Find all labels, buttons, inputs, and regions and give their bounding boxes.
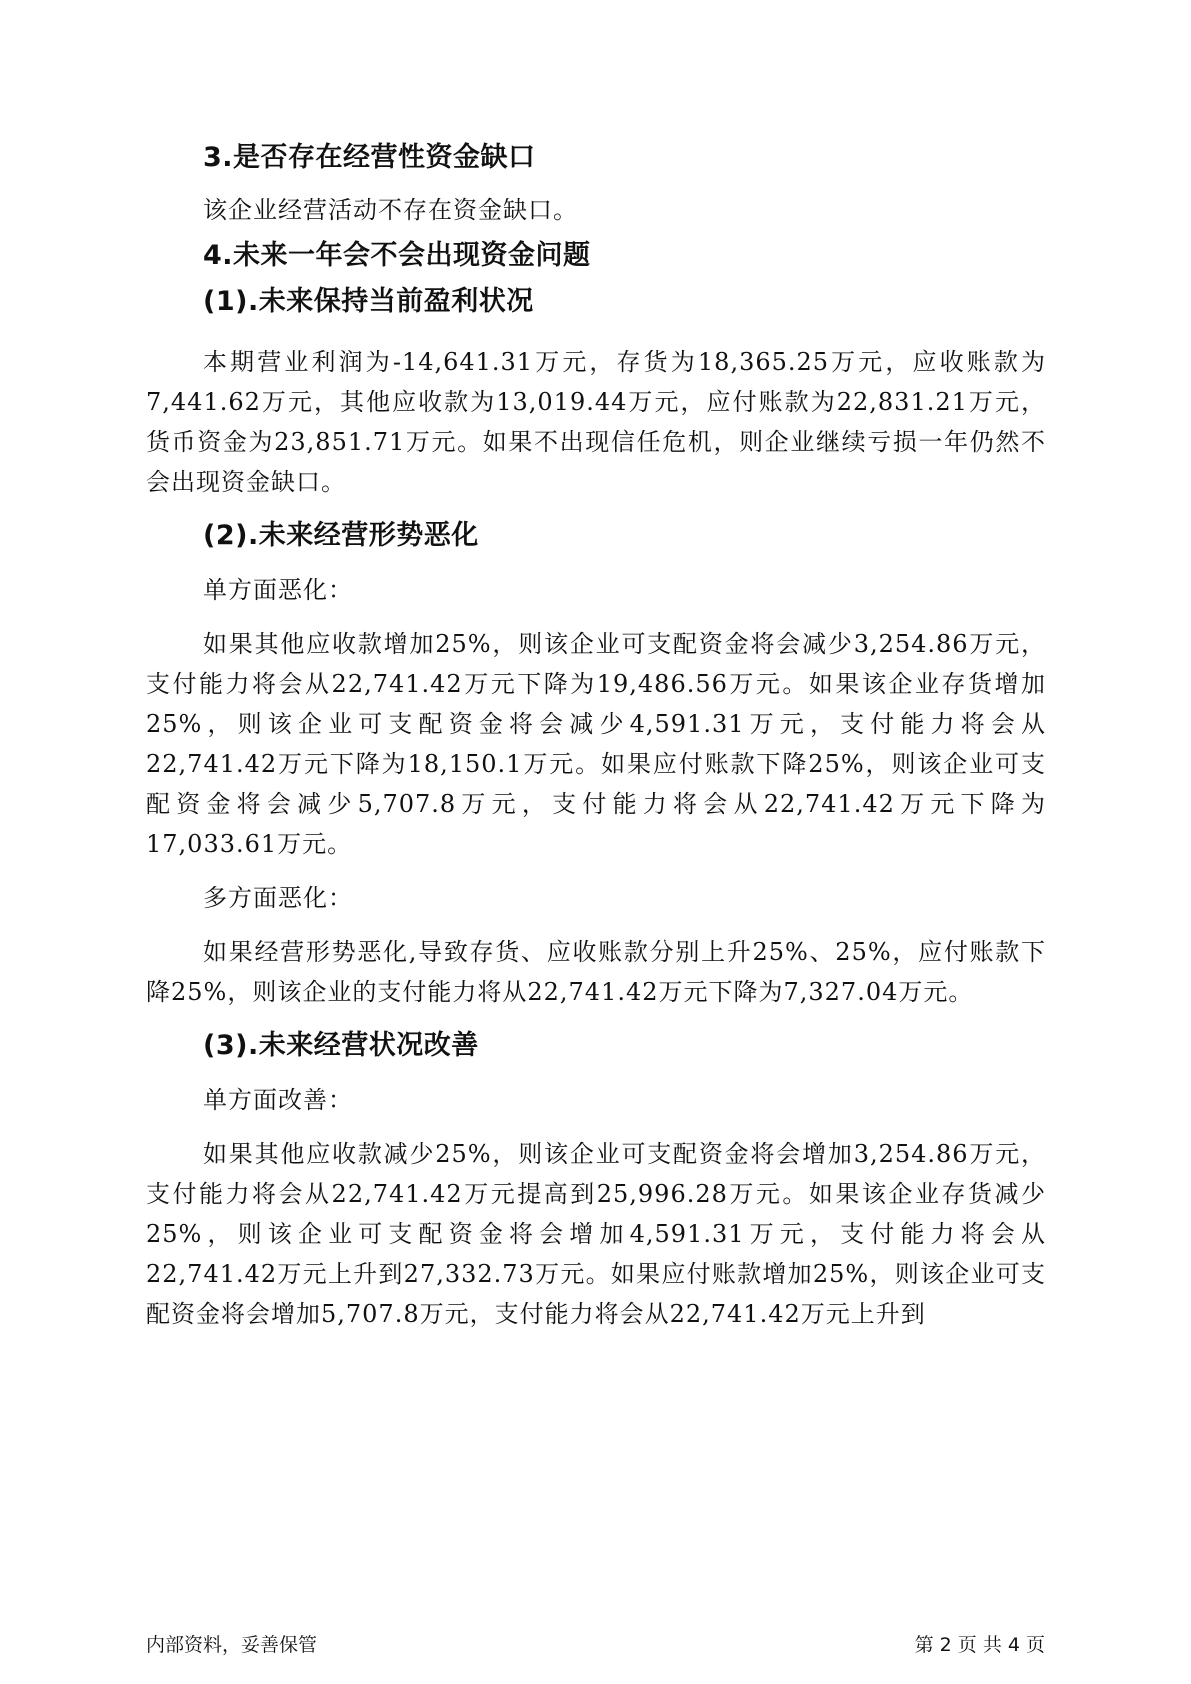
paragraph-multi-worsening: 如果经营形势恶化,导致存货、应收账款分别上升25%、25%，应付账款下降25%，则该企业的支付能力将从22,741.42万元下降为7,327.04万元。 bbox=[146, 938, 1046, 1006]
subheading-worsening: (2).未来经营形势恶化 bbox=[203, 520, 479, 551]
section-heading-next-year: 4.未来一年会不会出现资金问题 bbox=[203, 240, 591, 271]
footer-confidential-note: 内部资料，妥善保管 bbox=[146, 1634, 318, 1656]
section-heading-funding-gap: 3.是否存在经营性资金缺口 bbox=[203, 142, 536, 173]
label-single-improvement: 单方面改善： bbox=[203, 1086, 353, 1114]
subheading-improvement: (3).未来经营状况改善 bbox=[203, 1030, 479, 1061]
paragraph-current-profit: 本期营业利润为-14,641.31万元，存货为18,365.25万元，应收账款为7,441.62万元，其他应收款为13,019.44万元，应付账款为22,831.21万元，货币资金为23,851.71万元。如果不出现信任危机，则企业继续亏损一年仍然不会出现资金缺口。 bbox=[146, 348, 1046, 496]
document-body bbox=[146, 138, 1046, 1334]
footer-page-number: 第 2 页 共 4 页 bbox=[914, 1634, 1045, 1656]
label-single-worsening: 单方面恶化： bbox=[203, 576, 353, 604]
paragraph-single-worsening: 如果其他应收款增加25%，则该企业可支配资金将会减少3,254.86万元，支付能力将会从22,741.42万元下降为19,486.56万元。如果该企业存货增加25%，则该企业可支配资金将会减少4,591.31万元，支付能力将会从22,741.42万元下降为18,150.1万元。如果应付账款下降25%，则该企业可支配资金将会减少5,707.8万元，支付能力将会从22,741.42万元下降为17,033.61万元。 bbox=[146, 630, 1046, 858]
paragraph-funding-gap: 该企业经营活动不存在资金缺口。 bbox=[203, 196, 578, 224]
subheading-current-profit: (1).未来保持当前盈利状况 bbox=[203, 286, 534, 317]
label-multi-worsening: 多方面恶化： bbox=[203, 884, 353, 912]
paragraph-single-improvement: 如果其他应收款减少25%，则该企业可支配资金将会增加3,254.86万元，支付能力将会从22,741.42万元提高到25,996.28万元。如果该企业存货减少25%，则该企业可支配资金将会增加4,591.31万元，支付能力将会从22,741.42万元上升到27,332.73万元。如果应付账款增加25%，则该企业可支配资金将会增加5,707.8万元，支付能力将会从22,741.42万元上升到 bbox=[146, 1140, 1046, 1328]
